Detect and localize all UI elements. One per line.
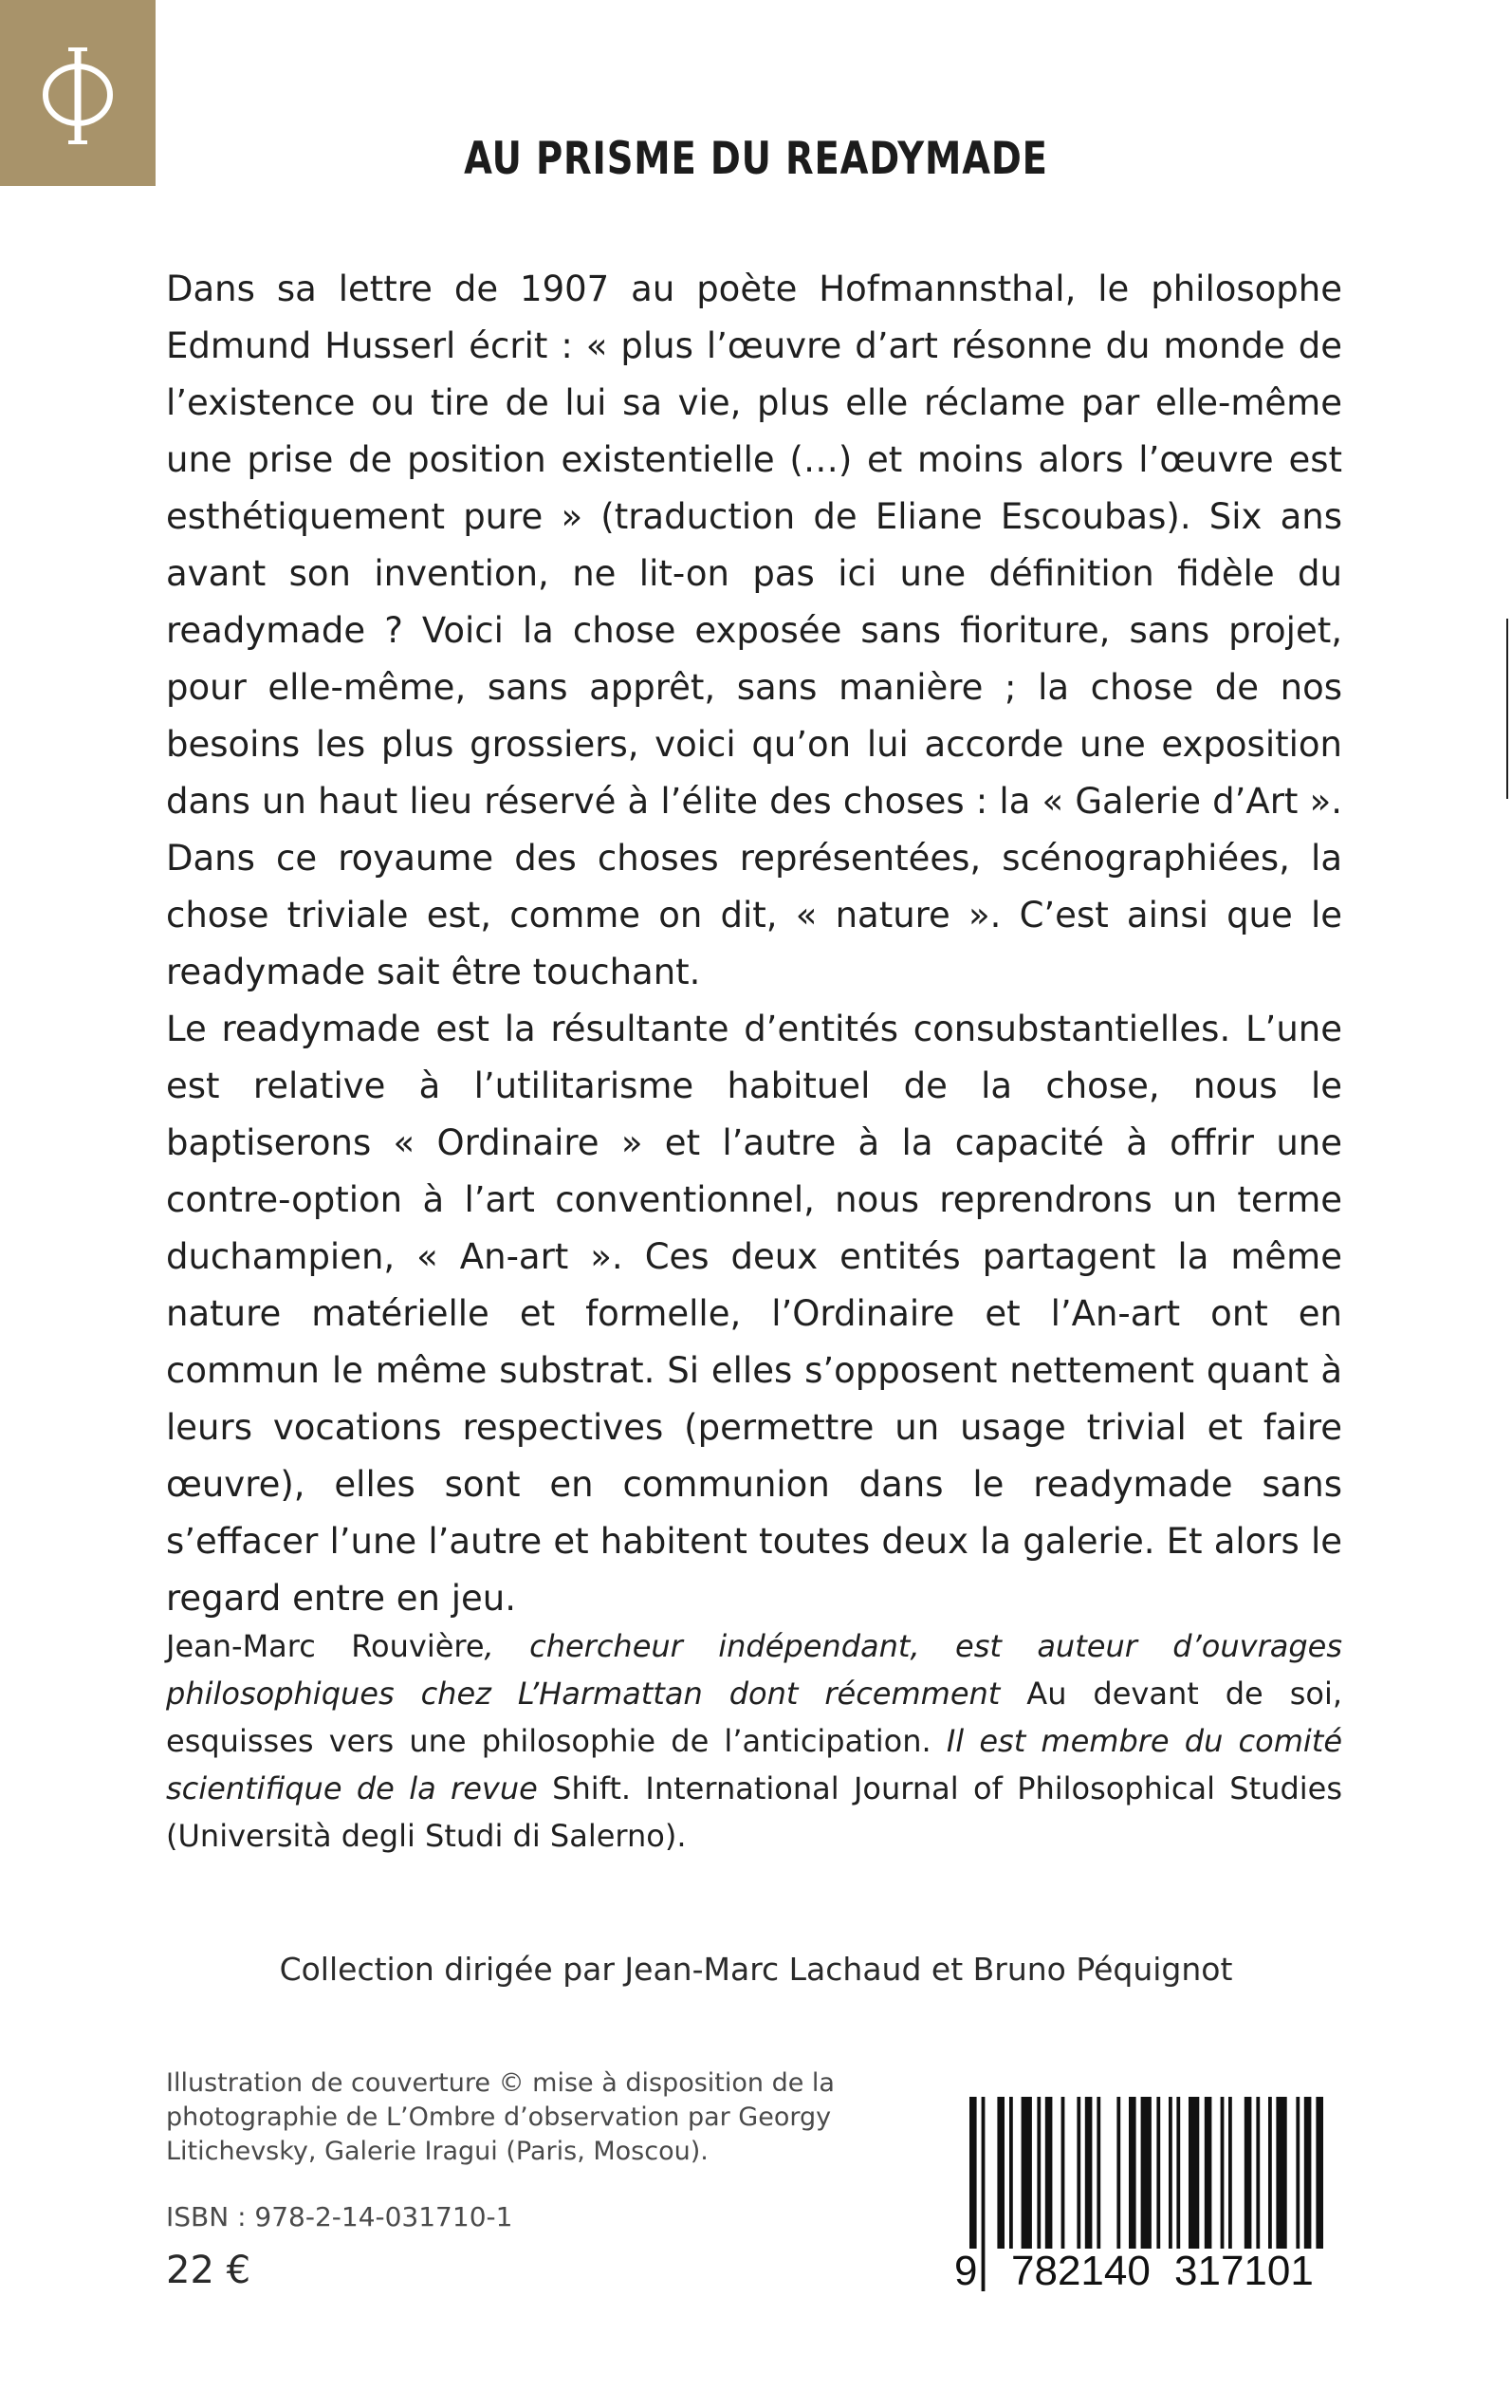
barcode-bar: [1189, 2097, 1199, 2249]
barcode-bar: [1316, 2097, 1323, 2249]
body-paragraph-1: Dans sa lettre de 1907 au poète Hofmannsthal, le philosophe Edmund Husserl écrit : « plus l’œuvre d’art résonne du monde de l’existence ou tire de lui sa vie, plus elle réclame par elle-même une prise de position existentielle (…) et moins alors l’œuvre est esthétiquement pure » (traduction de Eliane Escoubas). Six ans avant son invention, ne lit-on pas ici une définition fidèle du readymade ? Voici la chose exposée sans fioriture, sans projet, pour elle-même, sans apprêt, sans manière ; la chose de nos besoins les plus grossiers, voici qu’on lui accorde une exposition dans un haut lieu réservé à l’élite des choses : la « Galerie d’Art ». Dans ce royaume des choses représentées, scénographiées, la chose triviale est, comme on dit, « nature ». C’est ainsi que le readymade sait être touchant.: [166, 269, 1342, 992]
barcode-first-digit: 9: [950, 2249, 981, 2294]
barcode-bar: [1129, 2097, 1136, 2249]
barcode-bar: [1061, 2097, 1065, 2249]
barcode-left-group: 782140: [1007, 2249, 1154, 2294]
barcode-bar: [1009, 2097, 1013, 2249]
collection-line: Collection dirigée par Jean-Marc Lachaud et Bruno Péquignot: [279, 1951, 1233, 1988]
barcode-bar: [1296, 2097, 1300, 2249]
barcode-bar: [1176, 2097, 1180, 2249]
price: 22 €: [166, 2249, 251, 2292]
barcode-bar: [1276, 2097, 1286, 2249]
barcode-bar: [1045, 2097, 1053, 2249]
cover-credit-text: Illustration de couverture © mise à disposition de la photographie de L’Ombre d’observation par Georgy Litichevsky, Galerie Iragui (Paris, Moscou).: [166, 2068, 835, 2166]
barcode-bar: [1037, 2097, 1041, 2249]
barcode-bar: [1116, 2097, 1120, 2249]
author-bio-part2: Il est membre du comité scientifique de la revue: [166, 1723, 1343, 1806]
barcode-bar: [1097, 2097, 1100, 2249]
book-reference: Au devant de soi, esquisses vers une philosophie de l’anticipation.: [166, 1676, 1343, 1759]
barcode-bar: [1304, 2097, 1312, 2249]
barcode-bar: [1256, 2097, 1260, 2249]
body-paragraph-2: Le readymade est la résultante d’entités consubstantielles. L’une est relative à l’utilitarisme habituel de la chose, nous le baptiserons « Ordinaire » et l’autre à la capacité à offrir une contre-option à l’art conventionnel, nous reprendrons un terme duchampien, « An-art ». Ces deux entités partagent la même nature matérielle et formelle, l’Ordinaire et l’An-art ont en commun le même substrat. Si elles s’opposent nettement quant à leurs vocations respectives (permettre un usage trivial et faire œuvre), elles sont en communion dans le readymade sans s’effacer l’une l’autre et habitent toutes deux la galerie. Et alors le regard entre en jeu.: [166, 1009, 1342, 1619]
barcode-bar: [1228, 2097, 1232, 2249]
barcode-bar: [1141, 2097, 1152, 2249]
isbn: ISBN : 978-2-14-031710-1: [166, 2201, 513, 2232]
author-name: Jean-Marc Rouvière: [166, 1628, 485, 1664]
barcode-bar: [997, 2097, 1005, 2249]
barcode-bar: [1085, 2097, 1093, 2249]
author-bio-part1: , chercheur indépendant, est auteur d’ouvrages philosophiques chez L’Harmattan dont récemment: [166, 1628, 1343, 1712]
barcode-bar: [982, 2097, 986, 2291]
back-cover-text: [166, 261, 1342, 1627]
barcode-bar: [1156, 2097, 1160, 2249]
barcode-bar: [1077, 2097, 1080, 2249]
book-title: AU PRISME DU READYMADE: [464, 133, 1048, 185]
barcode-bar: [1205, 2097, 1212, 2249]
cover-credit: [166, 2066, 887, 2169]
barcode-bar: [1022, 2097, 1032, 2249]
phi-icon: [0, 0, 156, 186]
publisher-logo: [0, 0, 156, 186]
barcode-right-group: 317101: [1171, 2249, 1318, 2294]
spine-mark: [1506, 619, 1508, 799]
barcode-bar: [1221, 2097, 1225, 2249]
barcode-bar: [1169, 2097, 1172, 2249]
barcode-bar: [1268, 2097, 1272, 2249]
author-bio: [166, 1622, 1342, 1860]
journal-reference: Shift. International Journal of Philosophical Studies (Università degli Studi di Salerno).: [166, 1770, 1343, 1854]
